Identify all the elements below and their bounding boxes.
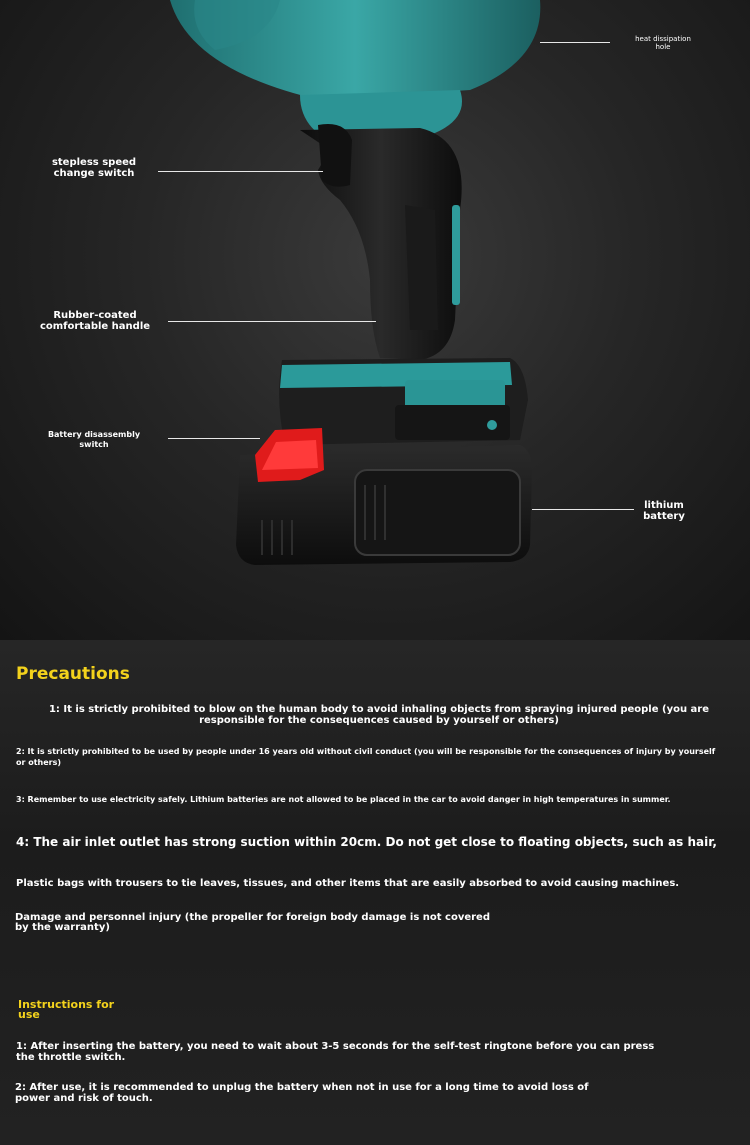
callout-line-lithium — [532, 509, 634, 510]
precaution-2: 2: It is strictly prohibited to be used by people under 16 years old without civil conduct (you will be responsible for the consequences of injury by yourself or others) — [16, 747, 716, 767]
callout-battery-switch — [40, 430, 148, 450]
precautions-title: Precautions — [16, 664, 130, 684]
instructions-title: Instructions for use — [18, 998, 115, 1021]
callout-lithium — [636, 500, 692, 522]
callout-heat-line2: hole — [655, 43, 671, 51]
instruction-1: 1: After inserting the battery, you need to wait about 3-5 seconds for the self-test ringtone before you can press the throttle switch. — [16, 1041, 655, 1063]
callout-heat — [625, 35, 701, 51]
callout-lithium-line2: battery — [643, 511, 685, 522]
callout-line-battery-switch — [168, 438, 260, 439]
precaution-1: 1: It is strictly prohibited to blow on the human body to avoid inhaling objects from spraying injured people (you are responsible for the consequences caused by yourself or others) — [48, 704, 710, 726]
precaution-4: 4: The air inlet outlet has strong suction within 20cm. Do not get close to floating objects, such as hair, — [16, 835, 717, 849]
precaution-6: Damage and personnel injury (the propeller for foreign body damage is not covered by the warranty) — [15, 912, 490, 933]
callout-handle-line1: Rubber-coated — [53, 310, 137, 321]
callout-speed-line1: stepless speed — [51, 157, 137, 168]
callout-heat-line1: heat dissipation — [635, 35, 691, 43]
callout-line-handle — [168, 321, 376, 322]
callout-line-heat — [540, 42, 610, 43]
callout-battery-switch-line2: switch — [79, 440, 109, 449]
callout-speed-line2: change switch — [53, 168, 135, 179]
callout-lithium-line1: lithium — [644, 500, 684, 511]
callout-handle — [35, 310, 155, 332]
precaution-3: 3: Remember to use electricity safely. Lithium batteries are not allowed to be placed in the car to avoid danger in high temperatures in summer. — [16, 795, 671, 804]
callout-handle-line2: comfortable handle — [39, 321, 151, 332]
callout-line-speed — [158, 171, 323, 172]
precaution-5: Plastic bags with trousers to tie leaves, tissues, and other items that are easily absorbed to avoid causing machines. — [16, 878, 680, 889]
callout-speed — [40, 157, 148, 179]
instruction-2: 2: After use, it is recommended to unplug the battery when not in use for a long time to avoid loss of power and risk of touch. — [15, 1082, 589, 1104]
text-section — [0, 640, 750, 1145]
callout-battery-switch-line1: Battery disassembly — [47, 430, 141, 439]
